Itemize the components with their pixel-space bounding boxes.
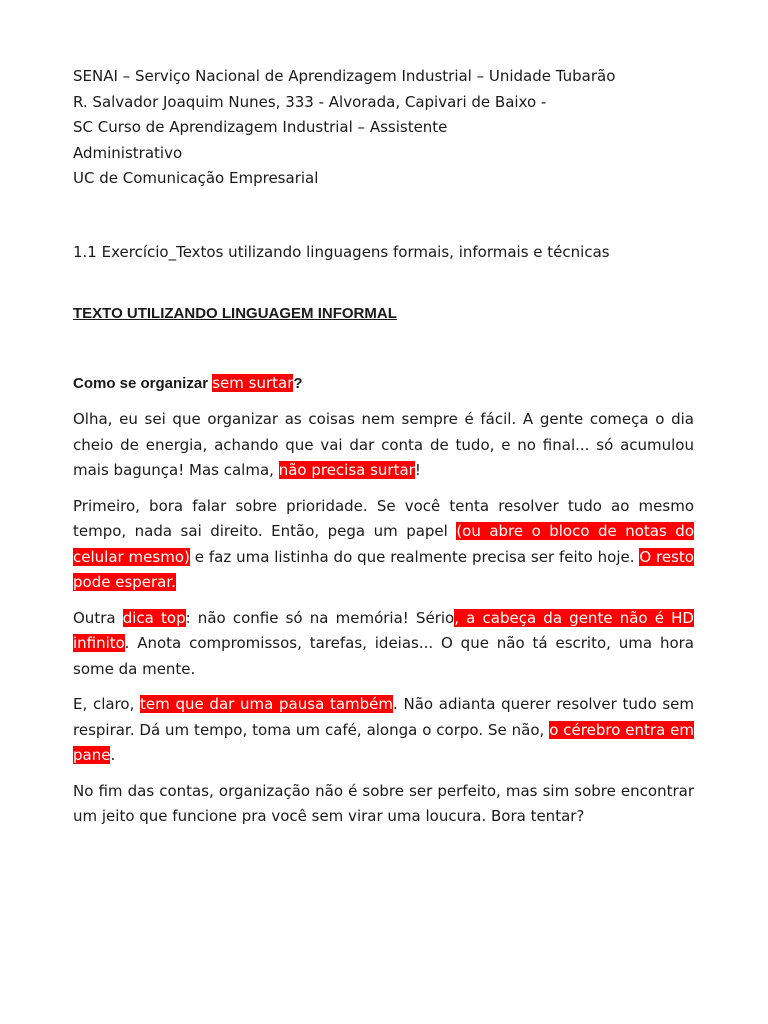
highlighted-text: tem que dar uma pausa também (140, 695, 394, 713)
body-text (73, 407, 694, 840)
question-title (73, 374, 303, 392)
header-institution: SENAI – Serviço Nacional de Aprendizagem Industrial – Unidade Tubarão (73, 67, 616, 85)
header-course: SC Curso de Aprendizagem Industrial – Assistente (73, 118, 448, 136)
paragraph-text: E, claro, (73, 695, 141, 713)
paragraph-2 (73, 494, 694, 596)
paragraph-text: Primeiro, bora falar sobre prioridade. Se você tenta resolver tudo ao mesmo tempo, nada sai direito. Então, pega um papel (73, 496, 694, 540)
paragraph-text: Outra (73, 608, 123, 627)
header-course-cont: Administrativo (73, 143, 183, 162)
highlighted-text: (ou abre o bloco de notas do celular mesmo) (73, 522, 694, 566)
exercise-title: 1.1 Exercício_Textos utilizando linguagens formais, informais e técnicas (73, 243, 610, 261)
header-address: R. Salvador Joaquim Nunes, 333 - Alvorada, Capivari de Baixo - (73, 92, 547, 111)
paragraph-text: No fim das contas, organização não é sobre ser perfeito, mas sim sobre encontrar um jeito que funcione pra você sem virar uma loucura. Bora tentar? (73, 781, 694, 825)
question-text: Como se organizar (73, 375, 213, 392)
header-unit: UC de Comunicação Empresarial (73, 169, 319, 187)
paragraph-4 (73, 692, 694, 769)
question-mark: ? (293, 375, 303, 392)
highlighted-text: , a cabeça da gente não é HD infinito (73, 608, 694, 652)
paragraph-text: e faz uma listinha do que realmente precisa ser feito hoje. (189, 547, 640, 566)
paragraph-5 (73, 779, 694, 830)
paragraph-text: Olha, eu sei que organizar as coisas nem sempre é fácil. A gente começa o dia cheio de energia, achando que vai dar conta de tudo, e no final... só acumulou mais bagunça! Mas calma, (73, 410, 694, 479)
section-heading: TEXTO UTILIZANDO LINGUAGEM INFORMAL (73, 305, 397, 322)
paragraph-1 (73, 407, 694, 484)
highlighted-text: dica top (122, 608, 186, 627)
highlighted-text: sem surtar (212, 374, 294, 392)
highlighted-text: O resto pode esperar. (73, 547, 694, 591)
paragraph-text: ! (414, 461, 421, 479)
paragraph-3 (73, 606, 694, 683)
highlighted-text: não precisa surtar (278, 461, 415, 479)
paragraph-text: . Anota compromissos, tarefas, ideias... O que não tá escrito, uma hora some da mente. (73, 634, 694, 678)
paragraph-text: : não confie só na memória! Sério (185, 608, 455, 627)
highlighted-text: o cérebro entra em pane (73, 720, 695, 764)
document-header (73, 64, 615, 192)
paragraph-text: . (110, 746, 116, 764)
paragraph-text: . Não adianta querer resolver tudo sem respirar. Dá um tempo, toma um café, alonga o corpo. Se não, (73, 695, 694, 739)
